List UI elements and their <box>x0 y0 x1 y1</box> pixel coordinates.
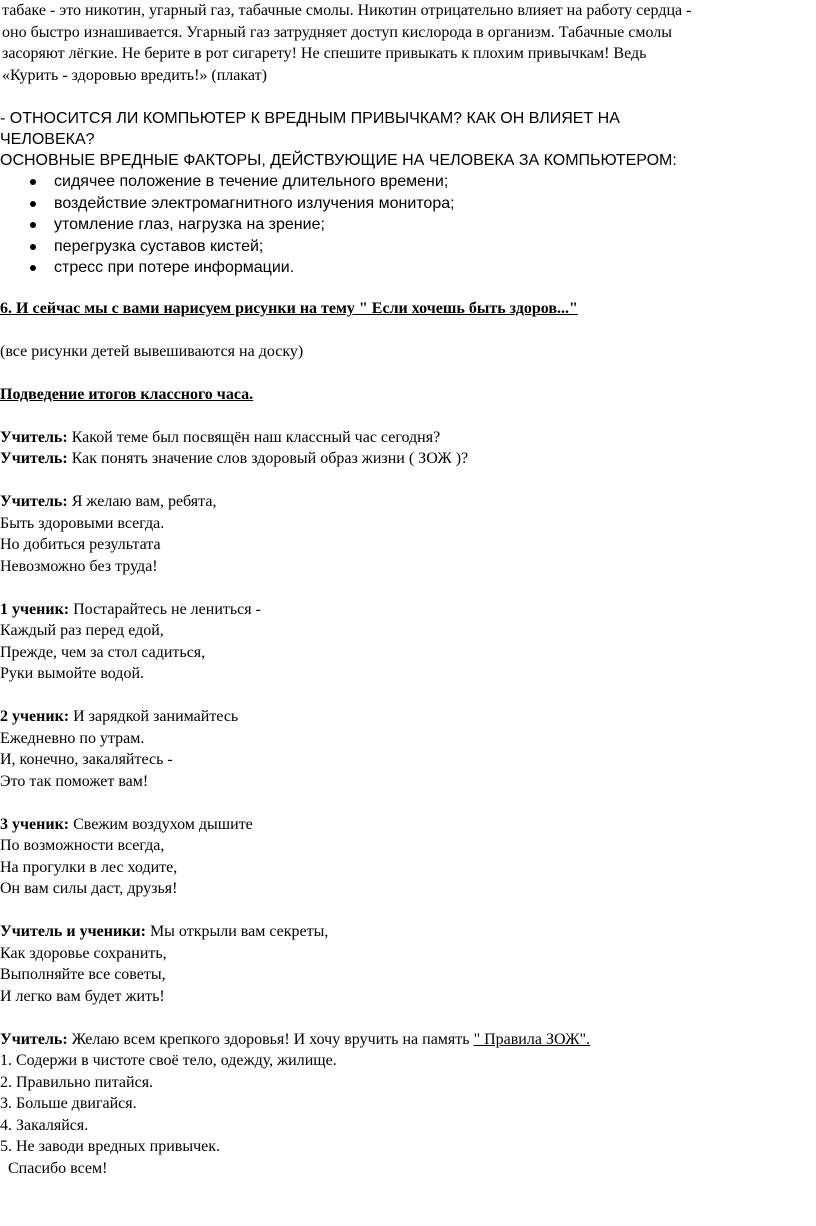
speaker-label: 2 ученик: <box>0 708 70 725</box>
poem-line: Каждый раз перед едой, <box>0 622 164 639</box>
intro-line: оно быстро изнашивается. Угарный газ затрудняет доступ кислорода в организм. Табачные смолы <box>2 23 672 41</box>
rule-item: 3. Больше двигайся. <box>0 1095 137 1112</box>
poem-line: По возможности всегда, <box>0 837 165 854</box>
list-item: стресс при потере информации. <box>0 257 810 279</box>
speaker-label: Учитель: <box>0 493 68 510</box>
teacher-question-2 <box>0 448 810 470</box>
poem-line: Это так поможет вам! <box>0 772 149 790</box>
poem-line: И зарядкой занимайтесь <box>69 708 239 725</box>
poem-line: Постарайтесь не лениться - <box>69 600 261 618</box>
poem-line: Выполняйте все советы, <box>0 966 166 983</box>
poem-line: И легко вам будет жить! <box>0 987 165 1005</box>
rule-item: 5. Не заводи вредных привычек. <box>0 1138 221 1155</box>
intro-paragraph <box>0 0 810 86</box>
closing-block <box>0 1029 810 1180</box>
poem-line: Он вам силы даст, друзья! <box>0 880 178 897</box>
list-item: сидячее положение в течение длительного времени; <box>0 171 810 193</box>
poem-line: Невозможно без труда! <box>0 557 158 575</box>
speaker-label: 3 ученик: <box>0 815 70 833</box>
poem-stanza-all <box>0 921 810 1007</box>
poem-line: Свежим воздухом дышите <box>69 815 253 833</box>
speaker-label: Учитель: <box>0 1030 68 1048</box>
list-item: воздействие электромагнитного излучения монитора; <box>0 193 810 215</box>
teacher-question-1 <box>0 427 810 449</box>
factors-title: ОСНОВНЫЕ ВРЕДНЫЕ ФАКТОРЫ, ДЕЙСТВУЮЩИЕ НА ЧЕЛОВЕКА ЗА КОМПЬЮТЕРОМ: <box>0 152 677 169</box>
poem-stanza-student-2 <box>0 706 810 792</box>
poem-stanza-teacher <box>0 491 810 577</box>
section-6-heading: 6. И сейчас мы с вами нарисуем рисунки на тему " Если хочешь быть здоров..." <box>0 299 578 317</box>
factors-list <box>0 171 810 279</box>
section-6-note: (все рисунки детей вывешиваются на доску) <box>0 342 304 360</box>
speaker-label: Учитель: <box>0 428 68 446</box>
intro-line: «Курить - здоровью вредить!» (плакат) <box>2 66 267 84</box>
poem-line: Я желаю вам, ребята, <box>67 493 217 510</box>
speaker-label: Учитель: <box>0 450 68 467</box>
rules-title: " Правила ЗОЖ". <box>473 1030 590 1048</box>
speaker-label: 1 ученик: <box>0 600 70 618</box>
computer-question-block <box>0 108 810 171</box>
question-line: ЧЕЛОВЕКА? <box>0 131 95 148</box>
poem-line: Мы открыли вам секреты, <box>145 923 329 940</box>
thanks-line: Спасибо всем! <box>8 1159 108 1177</box>
poem-line: Руки вымойте водой. <box>0 665 145 682</box>
line-text: Какой теме был посвящён наш классный час сегодня? <box>67 428 441 446</box>
list-item: перегрузка суставов кистей; <box>0 236 810 258</box>
rule-item: 4. Закаляйся. <box>0 1116 89 1134</box>
list-item: утомление глаз, нагрузка на зрение; <box>0 214 810 236</box>
poem-line: Быть здоровыми всегда. <box>0 514 165 532</box>
poem-line: Но добиться результата <box>0 536 161 553</box>
poem-line: И, конечно, закаляйтесь - <box>0 751 173 768</box>
line-text: Как понять значение слов здоровый образ жизни ( ЗОЖ )? <box>67 450 469 467</box>
poem-line: Ежедневно по утрам. <box>0 729 145 747</box>
intro-line: табаке - это никотин, угарный газ, табачные смолы. Никотин отрицательно влияет на работу сердца - <box>2 2 692 19</box>
closing-text: Желаю всем крепкого здоровья! И хочу вручить на память <box>67 1030 474 1048</box>
summary-heading: Подведение итогов классного часа. <box>0 385 254 403</box>
poem-line: Прежде, чем за стол садиться, <box>0 643 206 661</box>
poem-stanza-student-3 <box>0 814 810 900</box>
poem-stanza-student-1 <box>0 599 810 685</box>
poem-line: Как здоровье сохранить, <box>0 944 167 962</box>
poem-line: На прогулки в лес ходите, <box>0 858 178 876</box>
rule-item: 2. Правильно питайся. <box>0 1073 154 1091</box>
question-line: - ОТНОСИТСЯ ЛИ КОМПЬЮТЕР К ВРЕДНЫМ ПРИВЫЧКАМ? КАК ОН ВЛИЯЕТ НА <box>0 110 620 127</box>
rule-item: 1. Содержи в чистоте своё тело, одежду, жилище. <box>0 1052 337 1069</box>
intro-line: засоряют лёгкие. Не берите в рот сигарету! Не спешите привыкать к плохим привычкам! Ведь <box>2 45 647 62</box>
speaker-label: Учитель и ученики: <box>0 923 146 940</box>
